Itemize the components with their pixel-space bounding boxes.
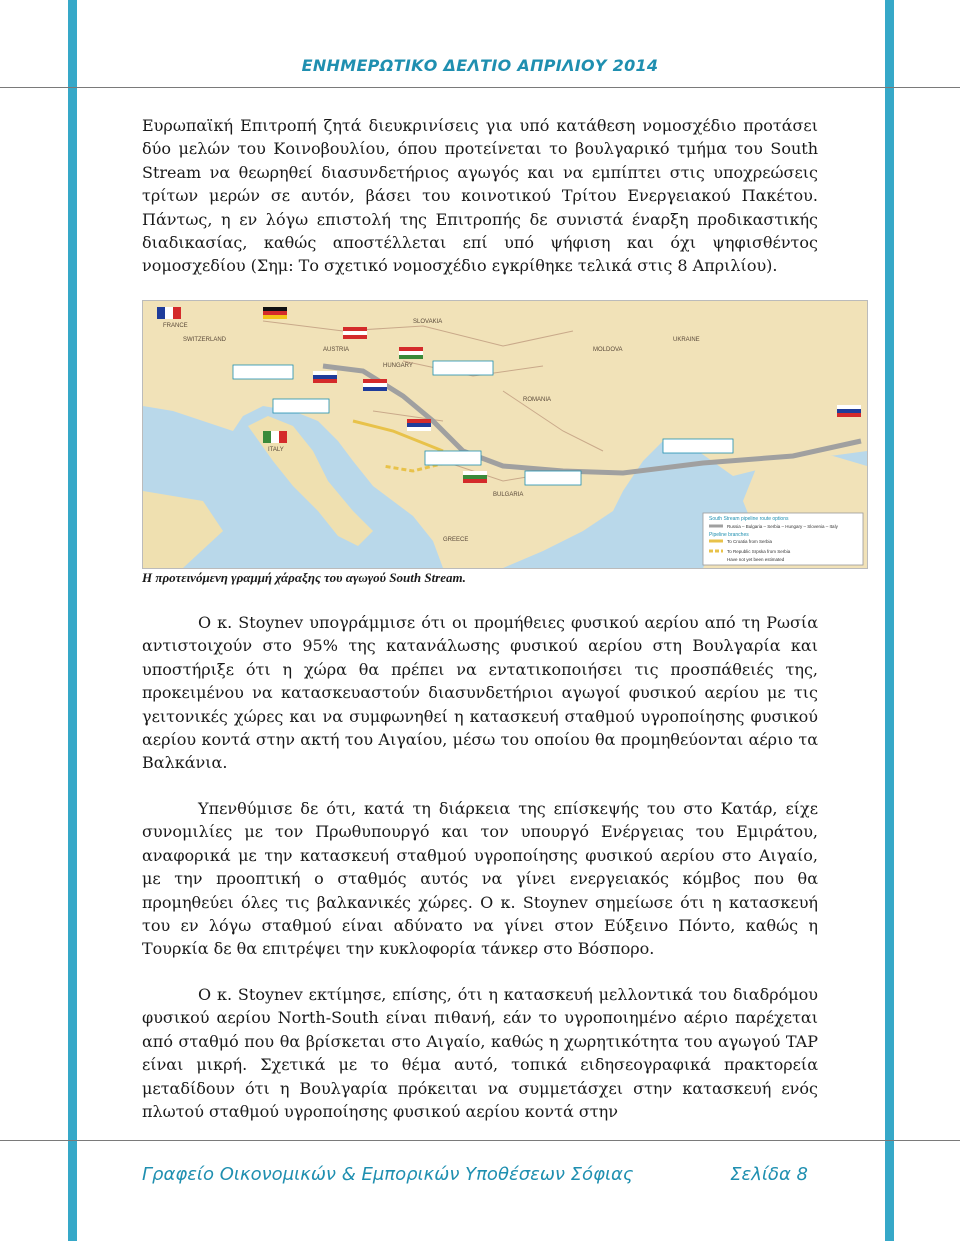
legend-branches-title: Pipeline branches (709, 532, 749, 538)
tag-serbia (425, 451, 481, 465)
flag-germany (263, 307, 287, 319)
legend-line4: Have not yet been estimated (727, 557, 785, 562)
footer-page-number: Σελίδα 8 (730, 1164, 808, 1185)
left-accent-bar (68, 0, 77, 1241)
map-country-label: HUNGARY (383, 363, 413, 369)
legend-line3: To Republic Srpska from Serbia (727, 549, 791, 554)
tag-bulgaria (525, 471, 581, 485)
paragraph-2: Ο κ. Stoynev υπογράμμισε ότι οι προμήθειες φυσικού αερίου από τη Ρωσία αντιστοιχούν στο 95% της κατανάλωσης φυσικού αερίου στη Βουλγαρία και υποστήριξε ότι η χώρα θα πρέπει να εντατικοποιήσει τις προσπάθειές της, προκειμένου να κατασκευαστούν διασυνδετήριοι αγωγοί φυσικού αερίου με τις γειτονικές χώρες και να συμφωνηθεί η κατασκευή σταθμού υγροποίησης φυσικού αερίου κοντά στην ακτή του Αιγαίου, μέσω του οποίου θα προμηθεύονται αέριο τα Βαλκάνια. (142, 613, 818, 773)
tag-slovenia (233, 365, 293, 379)
paragraph-3: Υπενθύμισε δε ότι, κατά τη διάρκεια της επίσκεψής του στο Κατάρ, είχε συνομιλίες με τον Πρωθυπουργό και τον υπουργό Ενέργειας του Εμιράτου, αναφορικά με την κατασκευή σταθμού υγροποίησης φυσικού αερίου στο Αιγαίο, με την προοπτική ο σταθμός αυτός να γίνει ενεργειακός κόμβος που θα προμηθεύει όλες τις βαλκανικές χώρες. Ο κ. Stoynev σημείωσε ότι η κατασκευή του εν λόγω σταθμού είναι αδύνατο να γίνει στον Εύξεινο Πόντο, καθώς η Τουρκία δε θα επιτρέψει την κυκλοφορία τάνκερ στο Βόσπορο. (142, 799, 818, 959)
map-country-label: FRANCE (163, 323, 188, 329)
flag-france (157, 307, 181, 319)
map-country-label: SLOVAKIA (413, 319, 443, 325)
legend-title: South Stream pipeline route options (709, 516, 789, 522)
map-country-label: ITALY (268, 447, 284, 453)
map-country-label: UKRAINE (673, 337, 700, 343)
paragraph-1: Ευρωπαϊκή Επιτροπή ζητά διευκρινίσεις για υπό κατάθεση νομοσχέδιο προτάσει δύο μελών του Κοινοβουλίου, όπου προτείνεται το βουλγαρικό τμήμα του South Stream να θεωρηθεί διασυνδετήριος αγωγός και να εμπίπτει στις υποχρεώσεις τρίτων μερών σε αυτόν, βάσει του κοινοτικού Τρίτου Ενεργειακού Πακέτου. Πάντως, η εν λόγω επιστολή της Επιτροπής δε συνιστά έναρξη προδικαστικής διαδικασίας, καθώς αποστέλλεται επί υπό ψήφιση και όχι ψηφισθέντος νομοσχεδίου (Σημ: Το σχετικό νομοσχέδιο εγκρίθηκε τελικά στις 8 Απριλίου). (142, 116, 818, 276)
flag-austria (343, 327, 367, 339)
tag-croatia (273, 399, 329, 413)
flag-slovenia (313, 371, 337, 383)
map-country-label: GREECE (443, 537, 469, 543)
map-country-label: BULGARIA (493, 492, 524, 498)
tag-transport (663, 439, 733, 453)
map-country-label: MOLDOVA (593, 347, 623, 353)
flag-russia (837, 405, 861, 417)
legend-line1: Russia – Bulgaria – Serbia – Hungary – Slovenia – Italy (727, 524, 838, 529)
header-divider (0, 87, 960, 88)
flag-croatia (363, 379, 387, 391)
tag-hungary (433, 361, 493, 375)
footer-divider (0, 1140, 960, 1141)
flag-serbia (407, 419, 431, 431)
paragraph-4: Ο κ. Stoynev εκτίμησε, επίσης, ότι η κατασκευή μελλοντικά του διαδρόμου φυσικού αερίου North-South είναι πιθανή, εάν το υγροποιημένο αέριο παρέχεται από σταθμό που θα βρίσκεται στο Αιγαίο, καθώς η χωρητικότητα του αγωγού TAP είναι μικρή. Σχετικά με το θέμα αυτό, τοπικά ειδησεογραφικά πρακτορεία μεταδίδουν ότι η Βουλγαρία πρόκειται να συμμετάσχει στην κατασκευή ενός πλωτού σταθμού υγροποίησης φυσικού αερίου κοντά στην (142, 985, 818, 1122)
map-caption: Η προτεινόμενη γραμμή χάραξης του αγωγού South Stream. (142, 570, 466, 585)
flag-italy (263, 431, 287, 443)
right-accent-bar (885, 0, 894, 1241)
legend-line2: To Croatia from Serbia (727, 539, 773, 544)
footer-office: Γραφείο Οικονομικών & Εμπορικών Υποθέσεων Σόφιας (142, 1164, 634, 1185)
map-country-label: AUSTRIA (323, 347, 350, 353)
map-country-label: ROMANIA (523, 397, 552, 403)
flag-hungary (399, 347, 423, 359)
map-country-label: SWITZERLAND (183, 337, 227, 343)
flag-bulgaria (463, 471, 487, 483)
page-header-title: ΕΝΗΜΕΡΩΤΙΚΟ ΔΕΛΤΙΟ ΑΠΡΙΛΙΟΥ 2014 (301, 56, 659, 75)
south-stream-map (142, 300, 868, 569)
